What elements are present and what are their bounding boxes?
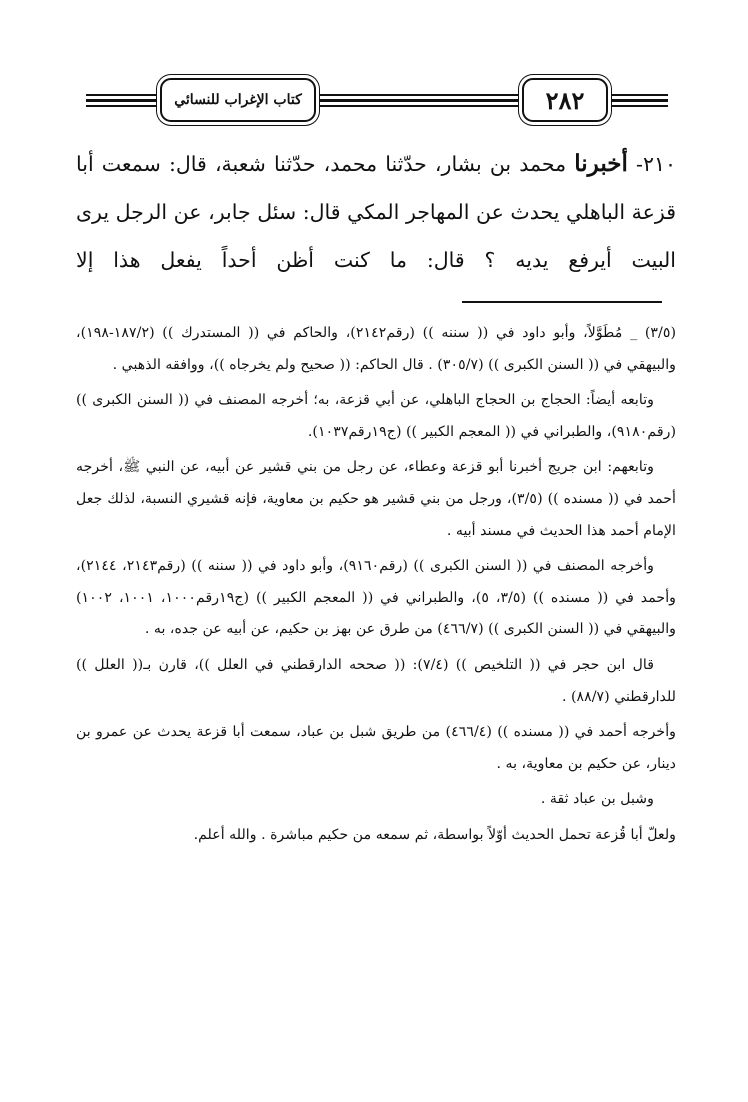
footnote-paragraph: وتابعهم: ابن جريج أخبرنا أبو قزعة وعطاء، عن رجل من بني قشير عن أبيه، عن النبي ﷺ، أخرجه أحمد في (( مسنده )) (٣/٥)، ورجل من بني قشير هو حكيم بن معاوية، فإنه قشيري النسبة، لذلك جعل الإمام أحمد هذا الحديث في مسند أبيه . — [76, 459, 676, 539]
footnote-separator — [462, 301, 662, 303]
footnote-paragraph: قال ابن حجر في (( التلخيص )) (٧/٤): (( صححه الدارقطني في العلل ))، قارن بـ(( العلل )) للدارقطني (٨٨/٧) . — [76, 656, 676, 705]
footnote-paragraph: (٣/٥) _ مُطَوَّلاً، وأبو داود في (( سننه )) (رقم٢١٤٢)، والحاكم في (( المستدرك )) (١٨٧/٢-١٩٨)، والبيهقي في (( السنن الكبرى )) (٣٠٥/٧) . قال الحاكم: (( صحيح ولم يخرجاه ))، ووافقه الذهبي . — [76, 325, 676, 373]
page-number: ٢٨٢ — [522, 78, 608, 122]
hadith-text: محمد بن بشار، حدّثنا محمد، حدّثنا شعبة، قال: سمعت أبا قزعة الباهلي يحدث عن المهاجر المكي قال: سئل جابر، عن الرجل يرى البيت أيرفع يديه ؟ قال: ما كنت أظن أحداً يفعل هذا إلا — [76, 152, 676, 272]
footnote-paragraph: وأخرجه المصنف في (( السنن الكبرى )) (رقم٩١٦٠)، وأبو داود في (( سننه )) (رقم٢١٤٣، ٢١٤٤)، وأحمد في (( مسنده )) (٣/٥، ٥)، والطبراني في (( المعجم الكبير )) (ج١٩رقم١٠٠٠، ١٠٠١، ١٠٠٢) والبيهقي في (( السنن الكبرى )) (٤٦٦/٧) من طرق عن بهز بن حكيم، عن أبيه عن جده، به . — [76, 558, 676, 638]
main-text — [76, 140, 676, 284]
footnotes — [76, 318, 676, 852]
hadith-number: ٢١٠- — [627, 152, 676, 176]
hadith-lead-word: أخبرنا — [574, 150, 628, 177]
footnote-paragraph: وشبل بن عباد ثقة . — [540, 791, 654, 808]
footnote-paragraph: وتابعه أيضاً: الحجاج بن الحجاج الباهلي، عن أبي قزعة، به؛ أخرجه المصنف في (( السنن الكبرى )) (رقم٩١٨٠)، والطبراني في (( المعجم الكبير )) (ج١٩رقم١٠٣٧). — [76, 392, 676, 440]
footnote-paragraph: وأخرجه أحمد في (( مسنده )) (٤٦٦/٤) من طريق شبل بن عباد، سمعت أبا قزعة يحدث عن عمرو بن دينار، عن حكيم بن معاوية، به . — [76, 724, 676, 772]
hadith-paragraph — [76, 140, 676, 284]
running-title: كتاب الإغراب للنسائي — [160, 78, 316, 122]
footnote-paragraph: ولعلّ أبا قُزعة تحمل الحديث أوّلاً بواسطة، ثم سمعه من حكيم مباشرة . والله أعلم. — [193, 826, 676, 843]
